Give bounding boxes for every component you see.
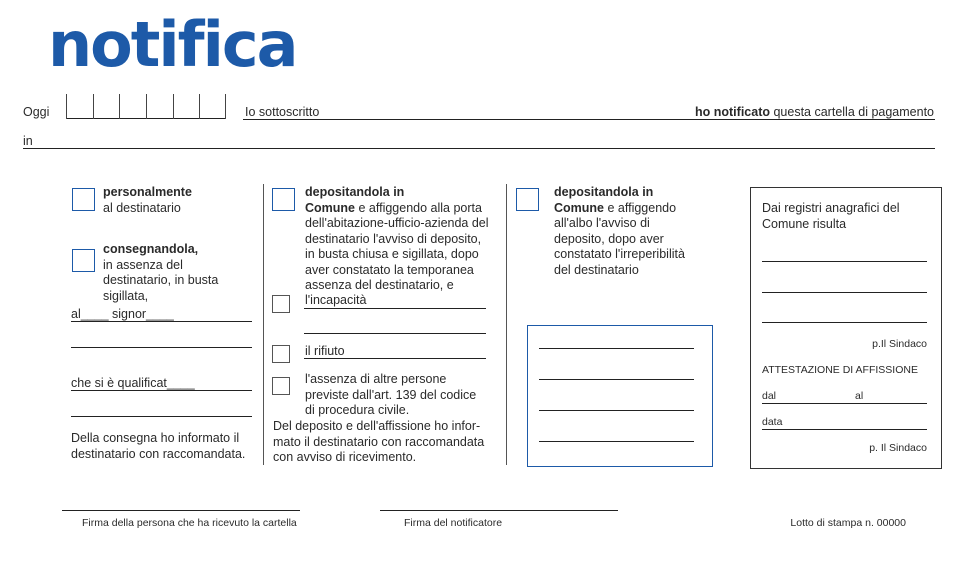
notifier-signature-line[interactable] [380,510,618,511]
mayor-signature-1: p.Il Sindaco [872,338,927,350]
deposit-note: Del deposito e dell'affissione ho infor- mato il destinatario con raccomandata con avviso di ricevimento. [273,419,485,464]
mayor-signature-2: p. Il Sindaco [869,442,927,454]
incapacity-line-2[interactable] [304,333,486,334]
sottoscritto-label: Io sottoscritto [245,105,320,119]
incapacity-line[interactable] [304,308,486,309]
deposit-door-checkbox[interactable] [272,188,295,211]
oggi-label: Oggi [23,105,50,119]
personally-checkbox[interactable] [72,188,95,211]
stamp-line[interactable] [539,410,694,411]
refusal-line[interactable] [304,358,486,359]
recipient-signature-label: Firma della persona che ha ricevuto la cartella [82,517,297,529]
stamp-line[interactable] [539,441,694,442]
stamp-box[interactable] [527,325,713,467]
date-field[interactable] [66,94,226,119]
stamp-line[interactable] [539,379,694,380]
dal-al-line[interactable] [762,403,927,404]
absence-label: l'assenza di altre persone previste dall'art. 139 del codice di procedura civile. [305,372,477,417]
qualificat-line-2[interactable] [71,416,252,417]
registry-line[interactable] [762,322,927,323]
deposit-door-option: depositandola in Comune e affiggendo alla porta dell'abitazione-ufficio-azienda del destinatario l'avviso di deposito, in busta chiusa e sigillata, dopo aver constatato la temporanea assenza del destinatario, e [305,185,489,292]
column-divider-1 [263,184,264,465]
consegna-note: Della consegna ho informato il destinatario con raccomandata. [71,431,246,461]
registry-line[interactable] [762,261,927,262]
al-label: al [855,390,864,402]
qualificat-line[interactable] [71,390,252,391]
dal-label: dal [762,390,777,402]
absence-checkbox[interactable] [272,377,290,395]
data-label: data [762,416,783,428]
stamp-line[interactable] [539,348,694,349]
registry-line[interactable] [762,292,927,293]
page-title: notifica [48,8,297,81]
deposit-albo-option: depositandola in Comune e affiggendo all'albo l'avviso di deposito, dopo aver constatato l'irreperibilità del destinatario [554,185,685,277]
notifier-signature-label: Firma del notificatore [404,517,503,529]
deposit-albo-checkbox[interactable] [516,188,539,211]
incapacity-label: l'incapacità [305,293,367,307]
personally-option: personalmente al destinatario [103,185,192,215]
refusal-checkbox[interactable] [272,345,290,363]
registry-box [750,187,942,469]
al-signor-label: al____ signor____ [71,307,174,321]
in-label: in [23,134,33,148]
delivering-option: consegnandola, in assenza del destinatario, in busta sigillata, [103,242,219,303]
delivering-checkbox[interactable] [72,249,95,272]
attestation-heading: ATTESTAZIONE DI AFFISSIONE [762,364,918,376]
registry-intro: Dai registri anagrafici del Comune risulta [762,201,900,231]
notified-text: ho notificato questa cartella di pagamento [695,105,934,119]
al-signor-line[interactable] [71,321,252,322]
refusal-label: il rifiuto [305,344,345,358]
print-lot: Lotto di stampa n. 00000 [790,517,906,529]
column-divider-2 [506,184,507,465]
incapacity-checkbox[interactable] [272,295,290,313]
signor-line-2[interactable] [71,347,252,348]
data-line[interactable] [762,429,927,430]
qualificat-label: che si è qualificat____ [71,376,195,390]
recipient-signature-line[interactable] [62,510,300,511]
in-line[interactable] [23,148,935,149]
